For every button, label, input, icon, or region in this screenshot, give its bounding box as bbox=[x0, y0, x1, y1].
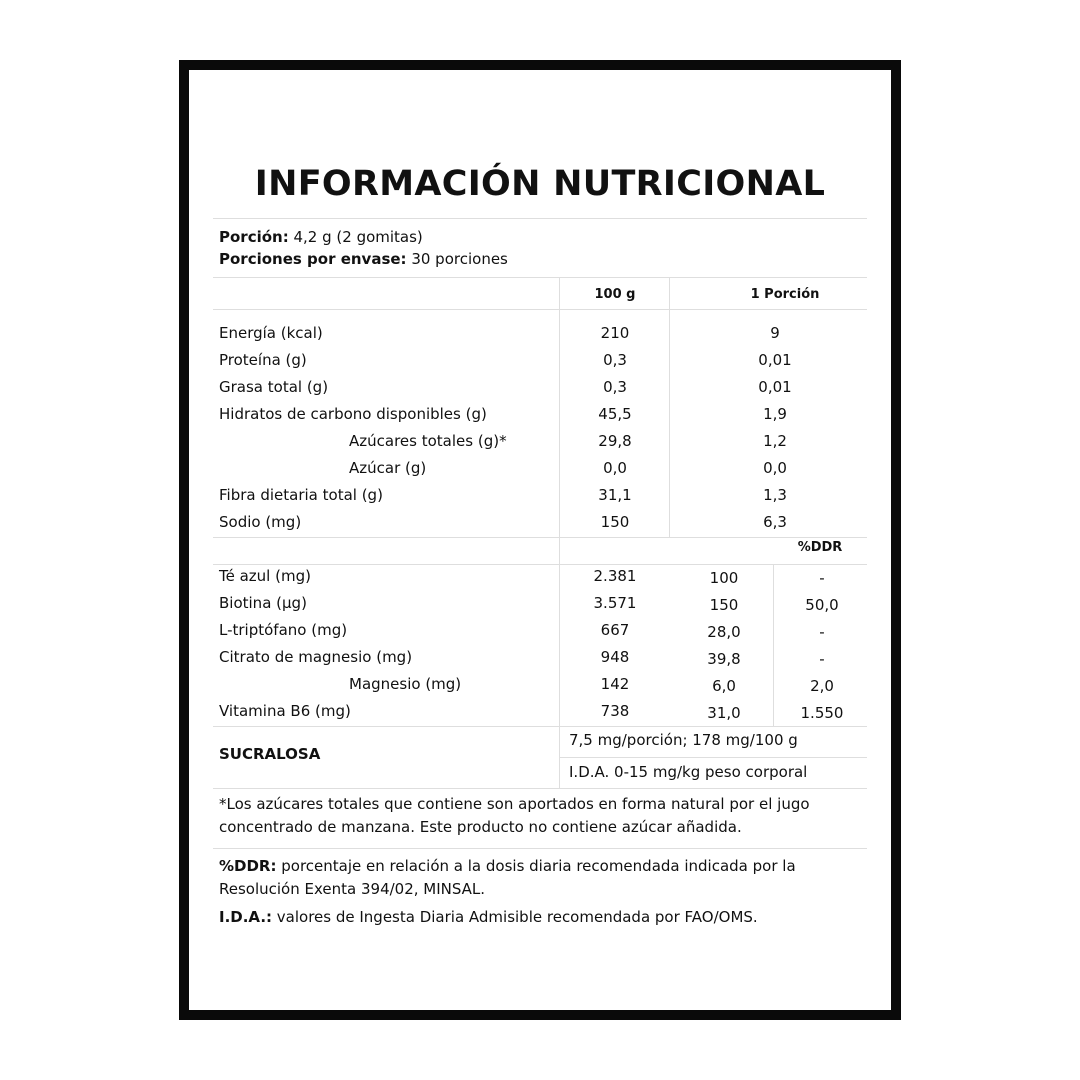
nutrient-portion: 1,3 bbox=[763, 486, 787, 504]
servings-per-container-label: Porciones por envase: bbox=[219, 250, 407, 268]
nutrient-portion: 0,01 bbox=[758, 378, 792, 396]
column-divider bbox=[773, 564, 774, 726]
active-name: Biotina (µg) bbox=[219, 594, 307, 612]
nutrient-portion: 1,9 bbox=[763, 405, 787, 423]
divider bbox=[213, 309, 867, 310]
nutrient-portion: 6,3 bbox=[763, 513, 787, 531]
ida-footnote-label: I.D.A.: bbox=[219, 908, 273, 926]
divider bbox=[213, 788, 867, 789]
active-portion: 100 bbox=[709, 569, 739, 587]
serving-size-label: Porción: bbox=[219, 228, 289, 246]
active-name: Citrato de magnesio (mg) bbox=[219, 648, 413, 666]
active-ddr: - bbox=[819, 650, 825, 668]
header-portion: 1 Porción bbox=[750, 287, 820, 302]
active-per100: 3.571 bbox=[593, 594, 637, 612]
ddr-footnote-line2: Resolución Exenta 394/02, MINSAL. bbox=[219, 880, 486, 898]
active-per100: 667 bbox=[600, 621, 630, 639]
ida-footnote bbox=[219, 908, 758, 926]
nutrient-name: Energía (kcal) bbox=[219, 324, 323, 342]
nutrient-per100: 0,3 bbox=[603, 351, 627, 369]
nutrient-name: Hidratos de carbono disponibles (g) bbox=[219, 405, 487, 423]
active-portion: 31,0 bbox=[707, 704, 741, 722]
serving-size bbox=[219, 228, 423, 246]
ddr-footnote-label: %DDR: bbox=[219, 857, 277, 875]
nutrient-portion: 0,0 bbox=[763, 459, 787, 477]
ddr-footnote bbox=[219, 857, 796, 875]
ddr-footnote-text: porcentaje en relación a la dosis diaria recomendada indicada por la bbox=[276, 857, 796, 875]
active-per100: 948 bbox=[600, 648, 630, 666]
nutrient-name: Azúcares totales (g)* bbox=[349, 432, 507, 450]
nutrient-name: Proteína (g) bbox=[219, 351, 307, 369]
page-title: INFORMACIÓN NUTRICIONAL bbox=[254, 164, 826, 204]
nutrient-portion: 1,2 bbox=[763, 432, 787, 450]
servings-per-container bbox=[219, 250, 508, 268]
divider bbox=[560, 757, 867, 758]
sweetener-name: SUCRALOSA bbox=[219, 745, 321, 763]
active-ddr: - bbox=[819, 623, 825, 641]
nutrient-name: Sodio (mg) bbox=[219, 513, 302, 531]
nutrient-name: Grasa total (g) bbox=[219, 378, 329, 396]
active-portion: 150 bbox=[709, 596, 739, 614]
nutrient-per100: 210 bbox=[600, 324, 630, 342]
sweetener-amount: 7,5 mg/porción; 178 mg/100 g bbox=[569, 731, 798, 749]
divider bbox=[213, 277, 867, 278]
active-ddr: 50,0 bbox=[805, 596, 839, 614]
nutrient-name: Fibra dietaria total (g) bbox=[219, 486, 383, 504]
header-100g: 100 g bbox=[594, 287, 636, 302]
servings-per-container-value: 30 porciones bbox=[406, 250, 508, 268]
nutrient-per100: 45,5 bbox=[598, 405, 632, 423]
divider bbox=[213, 218, 867, 219]
header-ddr: %DDR bbox=[797, 540, 843, 555]
nutrient-per100: 0,0 bbox=[603, 459, 627, 477]
active-portion: 6,0 bbox=[712, 677, 736, 695]
serving-size-value: 4,2 g (2 gomitas) bbox=[288, 228, 423, 246]
active-ddr: 1.550 bbox=[800, 704, 844, 722]
sugar-footnote-line: *Los azúcares totales que contiene son aportados en forma natural por el jugo bbox=[219, 795, 810, 813]
nutrient-per100: 29,8 bbox=[598, 432, 632, 450]
sugar-footnote-line: concentrado de manzana. Este producto no contiene azúcar añadida. bbox=[219, 818, 742, 836]
sweetener-ida: I.D.A. 0-15 mg/kg peso corporal bbox=[569, 763, 808, 781]
active-portion: 28,0 bbox=[707, 623, 741, 641]
active-name: Té azul (mg) bbox=[219, 567, 311, 585]
active-name: Magnesio (mg) bbox=[349, 675, 462, 693]
active-portion: 39,8 bbox=[707, 650, 741, 668]
divider bbox=[213, 537, 867, 538]
active-per100: 142 bbox=[600, 675, 630, 693]
ida-footnote-text: valores de Ingesta Diaria Admisible recomendada por FAO/OMS. bbox=[272, 908, 758, 926]
divider bbox=[213, 564, 867, 565]
nutrient-portion: 0,01 bbox=[758, 351, 792, 369]
nutrient-per100: 31,1 bbox=[598, 486, 632, 504]
nutrient-per100: 150 bbox=[600, 513, 630, 531]
active-ddr: 2,0 bbox=[810, 677, 834, 695]
divider bbox=[213, 848, 867, 849]
active-name: Vitamina B6 (mg) bbox=[219, 702, 351, 720]
nutrient-name: Azúcar (g) bbox=[349, 459, 427, 477]
nutrient-portion: 9 bbox=[770, 324, 780, 342]
active-name: L-triptófano (mg) bbox=[219, 621, 348, 639]
active-per100: 738 bbox=[600, 702, 630, 720]
active-per100: 2.381 bbox=[593, 567, 637, 585]
active-ddr: - bbox=[819, 569, 825, 587]
nutrient-per100: 0,3 bbox=[603, 378, 627, 396]
divider bbox=[213, 726, 867, 727]
